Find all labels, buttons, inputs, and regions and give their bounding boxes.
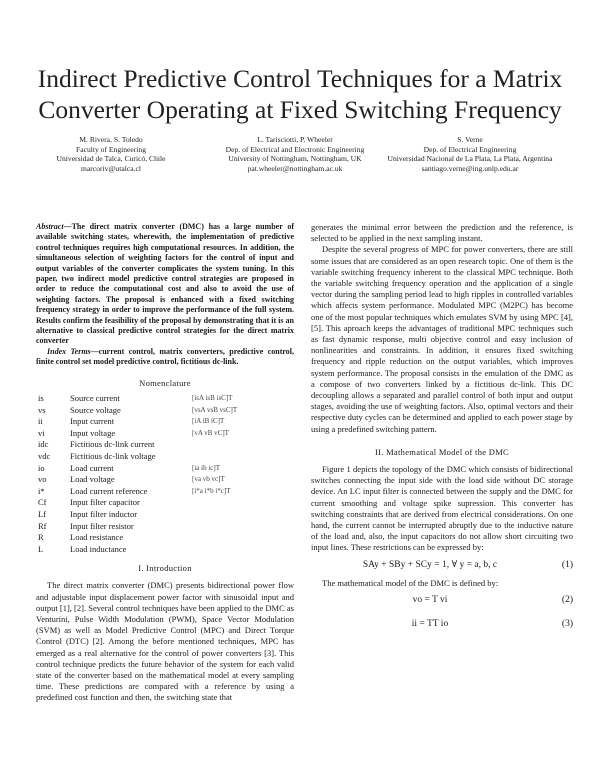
equation-2 [311, 589, 573, 613]
model-heading: II. Mathematical Model of the DMC [374, 446, 510, 457]
author-institution: University of Nottingham, Nottingham, UK [228, 154, 362, 164]
nomenclature-row [36, 544, 294, 556]
equation-2-number: (2) [561, 595, 573, 606]
equation-2-expr: vo = T vi [412, 595, 448, 606]
nomenclature-symbol: Rf [38, 520, 47, 531]
title-line-1: Indirect Predictive Control Techniques for a Matrix [37, 64, 563, 93]
index-terms-label: Index Terms [47, 346, 91, 356]
nomenclature-symbol: idc [38, 439, 49, 450]
nomenclature-row [36, 416, 294, 428]
nomenclature-description: Input current [70, 416, 115, 427]
intro-heading: I. Introduction [138, 563, 192, 574]
nomenclature-row [36, 497, 294, 509]
nomenclature-symbol: i* [38, 485, 45, 496]
nomenclature-row [36, 474, 294, 486]
nomenclature-description: Source current [70, 393, 120, 404]
author-names: M. Rivera, S. Toledo [79, 135, 143, 144]
nomenclature-description: Load current [70, 462, 114, 473]
nomenclature-value: [iA iB iC]T [192, 417, 225, 426]
index-terms [36, 347, 294, 368]
nomenclature-symbol: vi [38, 427, 45, 438]
nomenclature [36, 378, 294, 556]
equation-3-expr: ii = TT io [411, 619, 449, 630]
author-dept: Dep. of Electrical and Electronic Engineering [225, 144, 365, 154]
paper-title [20, 63, 580, 125]
nomenclature-row [36, 393, 294, 405]
equation-1-number: (1) [561, 560, 573, 571]
abstract-label: Abstract [36, 222, 64, 231]
author-names: L. Tarisciotti, P. Wheeler [257, 135, 333, 144]
nomenclature-description: Input voltage [70, 427, 116, 438]
nomenclature-description: Fictitious dc-link voltage [70, 451, 156, 462]
index-terms-text: —current control, matrix converters, predictive control, finite control set model predictive control, fictitious dc-link. [36, 346, 295, 367]
author-institution: Universidad Nacional de La Plata, La Plata, Argentina [387, 154, 553, 164]
author-names: S. Verne [457, 135, 483, 144]
model-paragraph-1: Figure 1 depicts the topology of the DMC which consists of bidirectional switches connecting the input side with the load side without DC storage device. An LC input filter is connected between the supply and the DMC for current smoothing and voltage spike supression. This converter has switching constraints that are derived from electrical considerations. On one hand, the current cannot be interrupted abruptly due to the inductive nature of the load and, also, the input capacitors do not allow short circuiting two input lines. These restrictions can be expressed by: [311, 464, 573, 553]
author-dept: Faculty of Engineering [75, 144, 146, 154]
nomenclature-value: [va vb vc]T [192, 475, 225, 484]
author-email: pat.wheeler@nottingham.ac.uk [247, 163, 343, 173]
right-column [311, 222, 573, 637]
equation-1-expr: SAy + SBy + SCy = 1, ∀ y = a, b, c [362, 560, 498, 571]
nomenclature-value: [i*a i*b i*c]T [192, 486, 231, 495]
nomenclature-description: Source voltage [70, 404, 121, 415]
author-institution: Universidad de Talca, Curicó, Chile [56, 154, 166, 164]
nomenclature-symbol: vs [38, 404, 46, 415]
author-block-3 [370, 135, 570, 173]
title-line-2: Converter Operating at Fixed Switching Frequency [38, 95, 562, 124]
author-dept: Dep. of Electrical Engineering [423, 144, 517, 154]
nomenclature-symbol: is [38, 393, 44, 404]
nomenclature-description: Load voltage [70, 474, 115, 485]
nomenclature-symbol: vo [38, 474, 47, 485]
abstract [36, 222, 294, 347]
nomenclature-description: Load resistance [70, 532, 124, 543]
abstract-text: —The direct matrix converter (DMC) has a large number of available switching states, wherewith, the implementation of predictive control techniques requires high computational resources. In addition, the simultaneous selection of weighting factors for the control of input and output variables of the converter complicates the system tuning. In this paper, two indirect model predictive control strategies are proposed in order to reduce the computational cost and also to avoid the use of weighting factors. The proposal is enhanced with a fixed switching frequency strategy in order to improve the performance of the full system. Results confirm the feasibility of the proposal by demonstrating that it is an alternative to classical predictive control strategies for the direct matrix converter [36, 222, 294, 346]
nomenclature-row [36, 439, 294, 451]
author-email: marcoriv@utalca.cl [81, 163, 141, 173]
nomenclature-description: Input filter capacitor [70, 497, 140, 508]
nomenclature-symbol: ii [38, 416, 43, 427]
equation-3-number: (3) [561, 619, 573, 630]
nomenclature-description: Load inductance [70, 543, 127, 554]
right-paragraph-1: generates the minimal error between the prediction and the reference, is selected to be applied in the next sampling instant. [311, 222, 573, 244]
nomenclature-value: [vsA vsB vsC]T [192, 405, 238, 414]
nomenclature-value: [isA isB isC]T [192, 394, 233, 403]
nomenclature-table [36, 393, 294, 555]
author-block-2 [190, 135, 400, 173]
nomenclature-value: [ia ib ic]T [192, 463, 220, 472]
nomenclature-row [36, 509, 294, 521]
nomenclature-description: Input filter inductor [70, 509, 138, 520]
nomenclature-description: Load current reference [70, 485, 148, 496]
nomenclature-symbol: vdc [38, 451, 51, 462]
nomenclature-row [36, 486, 294, 498]
model-paragraph-2: The mathematical model of the DMC is defined by: [322, 577, 499, 588]
nomenclature-row [36, 404, 294, 416]
author-email: santiago.verne@ing.unlp.edu.ar [421, 163, 519, 173]
nomenclature-row [36, 462, 294, 474]
equation-1 [311, 554, 573, 578]
nomenclature-row [36, 532, 294, 544]
nomenclature-description: Fictitious dc-link current [70, 439, 155, 450]
nomenclature-description: Input filter resistor [70, 520, 134, 531]
nomenclature-title: Nomenclature [139, 377, 191, 388]
nomenclature-row [36, 451, 294, 463]
nomenclature-value: [vA vB vC]T [192, 428, 229, 437]
right-paragraph-2: Despite the several progress of MPC for power converters, there are still some issues that are considered as an open research topic. One of them is the variable switching frequency inherent to the classical MPC technique. Both the variable switching frequency operation and the application of a single vector during the sampling period lead to high ripples in controlled variables which affects system performance. Modulated MPC (M2PC) has become one of the most popular techniques which emulates SVM by using MPC [4], [5]. This aproach keeps the advantages of traditional MPC techniques such as fast dynamic response, multi objective control and easy inclusion of nonlinearities and constraints. In addition, it ensures fixed switching frequency and ripple reduction on the output variables, which improves system performance. The proposal consists in the emulation of the DMC as a compose of two converters linked by a fictitious dc-link. This DC decoupling allows a separated and parallel control of both input and output stages, avoiding the use of weighting factors. Also, optimal vectors and their respective duty cycles can be determined and applied to each power stage by using a predefined switching pattern. [311, 244, 573, 434]
nomenclature-symbol: R [38, 532, 44, 543]
nomenclature-row [36, 428, 294, 440]
nomenclature-row [36, 520, 294, 532]
nomenclature-symbol: L [38, 543, 44, 554]
left-column [36, 222, 294, 704]
intro-paragraph: The direct matrix converter (DMC) presents bidirectional power flow and adjustable input displacement power factor with sinusoidal input and output [1], [2]. Several control techniques have been applied to the DMC as Venturini, Pulse Width Modulation (PWM), Space Vector Modulation (SVM) as well as Model Predictive Control (MPC) and Direct Torque Control (DTC) [2]. Among the before mentioned techniques, MPC has emerged as a real alternative for the control of power converters [3]. This control technique predicts the future behavior of the system for each valid state of the converter based on the mathematical model at every sampling time. These predictions are compared with a reference by using a predefined cost function and then, the switching state that [36, 580, 294, 703]
author-block-1 [36, 135, 186, 173]
nomenclature-symbol: Cf [38, 497, 47, 508]
equation-3 [311, 613, 573, 637]
nomenclature-symbol: io [38, 462, 45, 473]
nomenclature-symbol: Lf [38, 509, 47, 520]
